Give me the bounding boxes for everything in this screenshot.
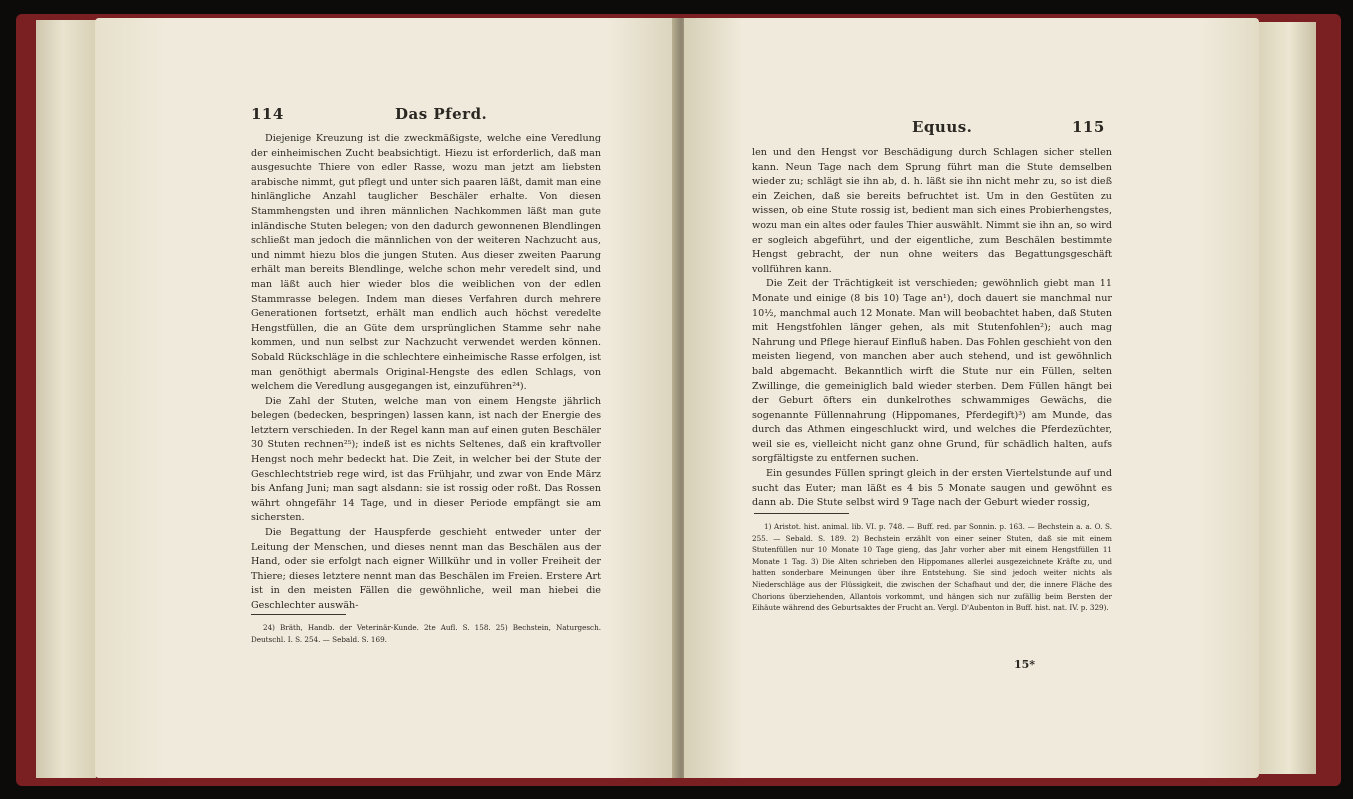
left-page [95,18,680,778]
right-page [684,18,1259,778]
left-page-number: 114 [251,105,284,123]
page-edges-right [1256,22,1316,774]
left-paragraph-3: Die Begattung der Hauspferde geschieht entweder unter der Leitung der Menschen, und dieses nennt man das Beschälen aus der Hand, oder sie erfolgt nach eigner Willkühr und in voller Freiheit der Thiere; dieses letztere nennt man das Beschälen im Freien. Erstere Art ist in den meisten Fällen die gewöhnliche, weil man hiebei die Geschlechter auswäh- [251,527,601,611]
left-footnotes [251,622,601,645]
right-footnote-text: 1) Aristot. hist. animal. lib. VI. p. 748. — Buff. red. par Sonnin. p. 163. — Bechstein a. a. O. S. 255. — Sebald. S. 189. 2) Bechstein erzählt von einer seiner Stuten, daß sie mit einem Stutenfüllen nur 10 Monate 10 Tage gieng, das Jahr vorher aber mit einem Hengstfüllen 11 Monate 1 Tag. 3) Die Alten schrieben den Hippomanes allerlei ausgezeichnete Kräfte zu, und hatten sonderbare Meinungen über ihre Entstehung. Sie sind jedoch weiter nichts als Niederschläge aus der Flüssigkeit, die zwischen der Schafhaut und der, die innere Fläche des Chorions überziehenden, Allantois vorkommt, und hängen sich nur zufällig beim Bersten der Eihäute während des Geburtsaktes der Frucht an. Vergl. D'Aubenton in Buff. hist. nat. IV. p. 329). [752,522,1112,613]
left-paragraph-2: Die Zahl der Stuten, welche man von einem Hengste jährlich belegen (bedecken, bespringen) lassen kann, ist nach der Energie des letztern verschieden. In der Regel kann man auf einen guten Beschäler 30 Stuten rechnen²⁵); indeß ist es nichts Seltenes, daß ein kraftvoller Hengst noch mehr bedeckt hat. Die Zeit, in welcher bei der Stute der Geschlechtstrieb rege wird, ist das Frühjahr, und zwar von Ende März bis Anfang Juni; man sagt alsdann: sie ist rossig oder roßt. Das Rossen währt ohngefähr 14 Tage, und in dieser Periode empfängt sie am sichersten. [251,395,601,524]
left-footnote-text: 24) Bräth, Handb. der Veterinär-Kunde. 2te Aufl. S. 158. 25) Bechstein, Naturgesch. Deutschl. I. S. 254. — Sebald. S. 169. [251,623,601,644]
right-paragraph-1: len und den Hengst vor Beschädigung durch Schlagen sicher stellen kann. Neun Tage nach dem Sprung führt man die Stute demselben wieder zu; schlägt sie ihn ab, d. h. läßt sie ihn nicht mehr zu, so ist dieß ein Zeichen, daß sie bereits befruchtet ist. Um in den Gestüten zu wissen, ob eine Stute rossig ist, bedient man sich eines Probierhengstes, wozu man ein altes oder faules Thier auswählt. Nimmt sie ihn an, so wird er sogleich abgeführt, und der eigentliche, zum Beschälen bestimmte Hengst gebracht, der nun ohne weiters das Begattungsgeschäft vollführen kann. [752,147,1112,275]
right-paragraph-2: Die Zeit der Trächtigkeit ist verschieden; gewöhnlich giebt man 11 Monate und einige (8 bis 10) Tage an¹), doch dauert sie manchmal nur 10½, manchmal auch 12 Monate. Man will beobachtet haben, daß Stuten mit Hengstfohlen länger gehen, als mit Stutenfohlen²); auch mag Nahrung und Pflege hierauf Einfluß haben. Das Fohlen geschieht von den meisten liegend, von manchen aber auch stehend, und ist gewöhnlich bald abgemacht. Bekanntlich wirft die Stute nur ein Füllen, selten Zwillinge, die gemeiniglich bald wieder sterben. Dem Füllen hängt bei der Geburt öfters ein dunkelrothes schwammiges Gewächs, die sogenannte Füllennahrung (Hippomanes, Pferdegift)³) am Munde, das durch das Athmen eingeschluckt wird, und welches die Pferdezüchter, weil sie es, vielleicht nicht ganz ohne Grund, für schädlich halten, aufs sorgfältigste zu entfernen suchen. [752,278,1112,465]
signature-mark: 15* [1014,658,1036,671]
page-edges-left [36,20,96,778]
right-body [752,146,1112,511]
right-footnote-rule [754,513,849,514]
right-footnotes [752,521,1112,614]
left-running-head: Das Pferd. [395,105,488,123]
right-page-number: 115 [1072,118,1105,136]
left-footnote-rule [251,614,346,615]
left-body [251,132,601,614]
right-paragraph-3: Ein gesundes Füllen springt gleich in der ersten Viertelstunde auf und sucht das Euter; man läßt es 4 bis 5 Monate saugen und gewöhnt es dann ab. Die Stute selbst wird 9 Tage nach der Geburt wieder rossig, [752,468,1112,509]
right-running-head: Equus. [912,118,973,136]
left-paragraph-1: Diejenige Kreuzung ist die zweckmäßigste, welche eine Veredlung der einheimischen Zucht beabsichtigt. Hiezu ist erforderlich, daß man ausgesuchte Thiere von edler Rasse, wozu man jetzt am liebsten arabische nimmt, gut pflegt und unter sich paaren läßt, damit man eine hinlängliche Anzahl tauglicher Beschäler erhalte. Von diesen Stammhengsten und ihren männlichen Nachkommen läßt man gute inländische Stuten belegen; von den dadurch gewonnenen Blendlingen schließt man jedoch die männlichen von der weiteren Nachzucht aus, und nimmt hiezu blos die jungen Stuten. Aus dieser zweiten Paarung erhält man bereits Blendlinge, welche schon mehr veredelt sind, und man läßt auch hier wieder blos die weiblichen von der edlen Stammrasse belegen. Indem man dieses Verfahren durch mehrere Generationen fortsetzt, erhält man endlich auch höchst veredelte Hengstfüllen, die an Güte dem ursprünglichen Stamme sehr nahe kommen, und nun selbst zur Nachzucht verwendet werden können. Sobald Rückschläge in die schlechtere einheimische Rasse erfolgen, ist man genöthigt abermals Original-Hengste des edlen Schlags, von welchem die Veredlung ausgegangen ist, einzuführen²⁴). [251,133,601,393]
